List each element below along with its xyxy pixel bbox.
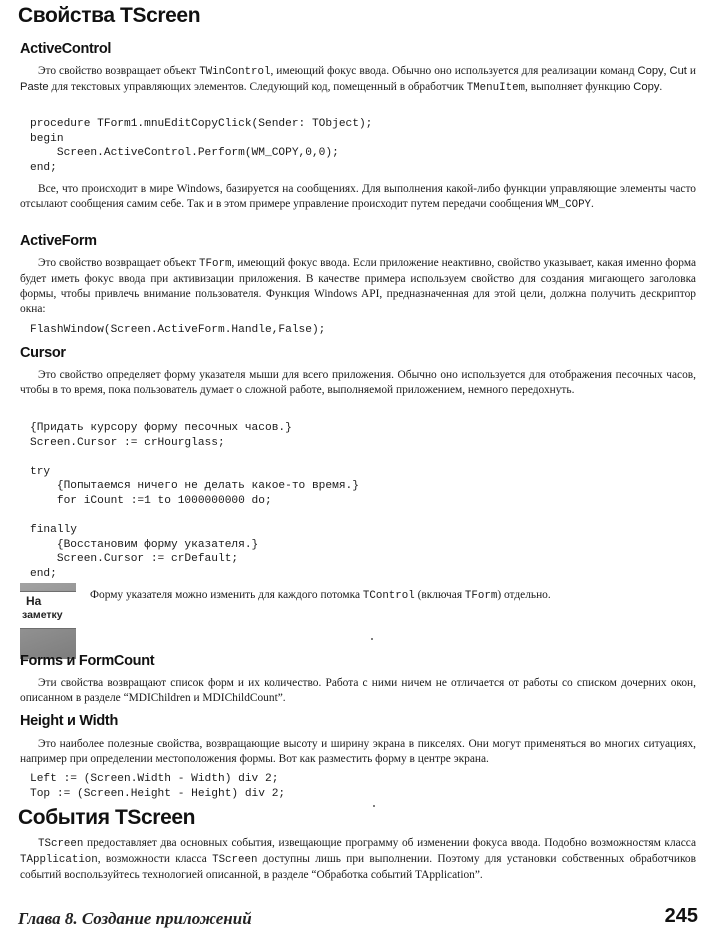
page-title: Свойства TScreen: [18, 4, 201, 27]
heading-active-control: ActiveControl: [20, 41, 112, 57]
inline-code: TWinControl: [199, 66, 271, 78]
note-badge: [20, 583, 76, 659]
heading-cursor: Cursor: [20, 345, 66, 361]
heading-events: События TScreen: [18, 806, 196, 829]
inline-code: TScreen: [212, 854, 258, 866]
inline-code: WM_COPY: [545, 199, 592, 211]
active-form-paragraph: Это свойство возвращает объект TForm, имеющий фокус ввода. Если приложение неактивно, свойство указывает, какая именно форма будет иметь фокус ввода при активизации приложения. В качестве примера используем свойство для создания мигающего заголовка формы, чтобы привлечь внимание пользователя. Функция Windows API, предназначенная для этой цели, должна получить дескриптор окна:: [20, 257, 697, 315]
inline-command: Copy: [633, 81, 660, 93]
events-paragraph: TScreen предоставляет два основных события, извещающие программу об изменении фокуса ввода. Подобно возможностям класса TApplication, возможности класса TScreen доступны лишь при выполнении. Поэтому для установки собственных обработчиков событий воспользуйтесь технологией описанной, в разделе “Обработка событий TApplication”.: [20, 837, 697, 881]
inline-command: Cut: [669, 65, 687, 77]
inline-code: TControl: [362, 590, 415, 602]
heading-height-width: Height и Width: [20, 713, 119, 729]
inline-code: TApplication: [20, 854, 98, 866]
footer-chapter: Глава 8. Создание приложений: [18, 909, 252, 928]
scan-speck: [373, 805, 375, 807]
heading-active-form: ActiveForm: [20, 233, 97, 249]
active-control-paragraph-2: Все, что происходит в мире Windows, базируется на сообщениях. Для выполнения какой-либо функции управляющие элементы часто отсылают сообщения самим себе. Так и в этом примере управление происходит путем передачи сообщения WM_COPY.: [20, 183, 696, 211]
inline-command: Copy: [637, 65, 664, 77]
page-number: 245: [664, 905, 698, 927]
heading-forms: Forms и FormCount: [20, 653, 155, 669]
code-block-cursor: {Придать курсору форму песочных часов.} Screen.Cursor := crHourglass; try {Попытаемся ничего не делать какое-то время.} for iCount :=1 to 1000000000 do; finally {Восстановим форму указателя.} Screen.Cursor := crDefault; end;: [30, 422, 359, 580]
note-badge-label: На заметку: [20, 591, 76, 629]
code-block-flash: FlashWindow(Screen.ActiveForm.Handle,False);: [30, 324, 326, 336]
inline-code: TForm: [464, 590, 498, 602]
inline-code: TForm: [199, 258, 232, 270]
height-width-paragraph: Это наиболее полезные свойства, возвращающие высоту и ширину экрана в пикселях. Они могут применяться во многих ситуациях, например при определении местоположения формы. Вот как разместить форму в центре экрана.: [20, 738, 696, 765]
active-control-paragraph: Это свойство возвращает объект TWinControl, имеющий фокус ввода. Обычно оно используется для реализации команд Copy, Cut и Paste для текстовых управляющих элементов. Следующий код, помещенный в обработчик TMenuItem, выполняет функцию Copy.: [20, 65, 697, 94]
inline-code: TScreen: [38, 838, 84, 850]
code-block-copy: procedure TForm1.mnuEditCopyClick(Sender: TObject); begin Screen.ActiveControl.Perform(WM_COPY,0,0); end;: [30, 118, 373, 174]
code-block-center: Left := (Screen.Width - Width) div 2; Top := (Screen.Height - Height) div 2;: [30, 773, 286, 800]
cursor-paragraph: Это свойство определяет форму указателя мыши для всего приложения. Обычно оно используется для отображения песочных часов, чтобы в то время, пока пользователь думает о сложной работе, выполняемой приложением, немного передохнуть.: [20, 369, 696, 396]
note-text: Форму указателя можно изменить для каждого потомка TControl (включая TForm) отдельно.: [90, 589, 551, 602]
forms-paragraph: Эти свойства возвращают список форм и их количество. Работа с ними ничем не отличается от работы со списком дочерних окон, описанном в разделе “MDIChildren и MDIChildCount”.: [20, 677, 696, 704]
scan-speck: [371, 638, 373, 640]
inline-command: Paste: [20, 81, 49, 93]
inline-code: TMenuItem: [466, 82, 526, 94]
